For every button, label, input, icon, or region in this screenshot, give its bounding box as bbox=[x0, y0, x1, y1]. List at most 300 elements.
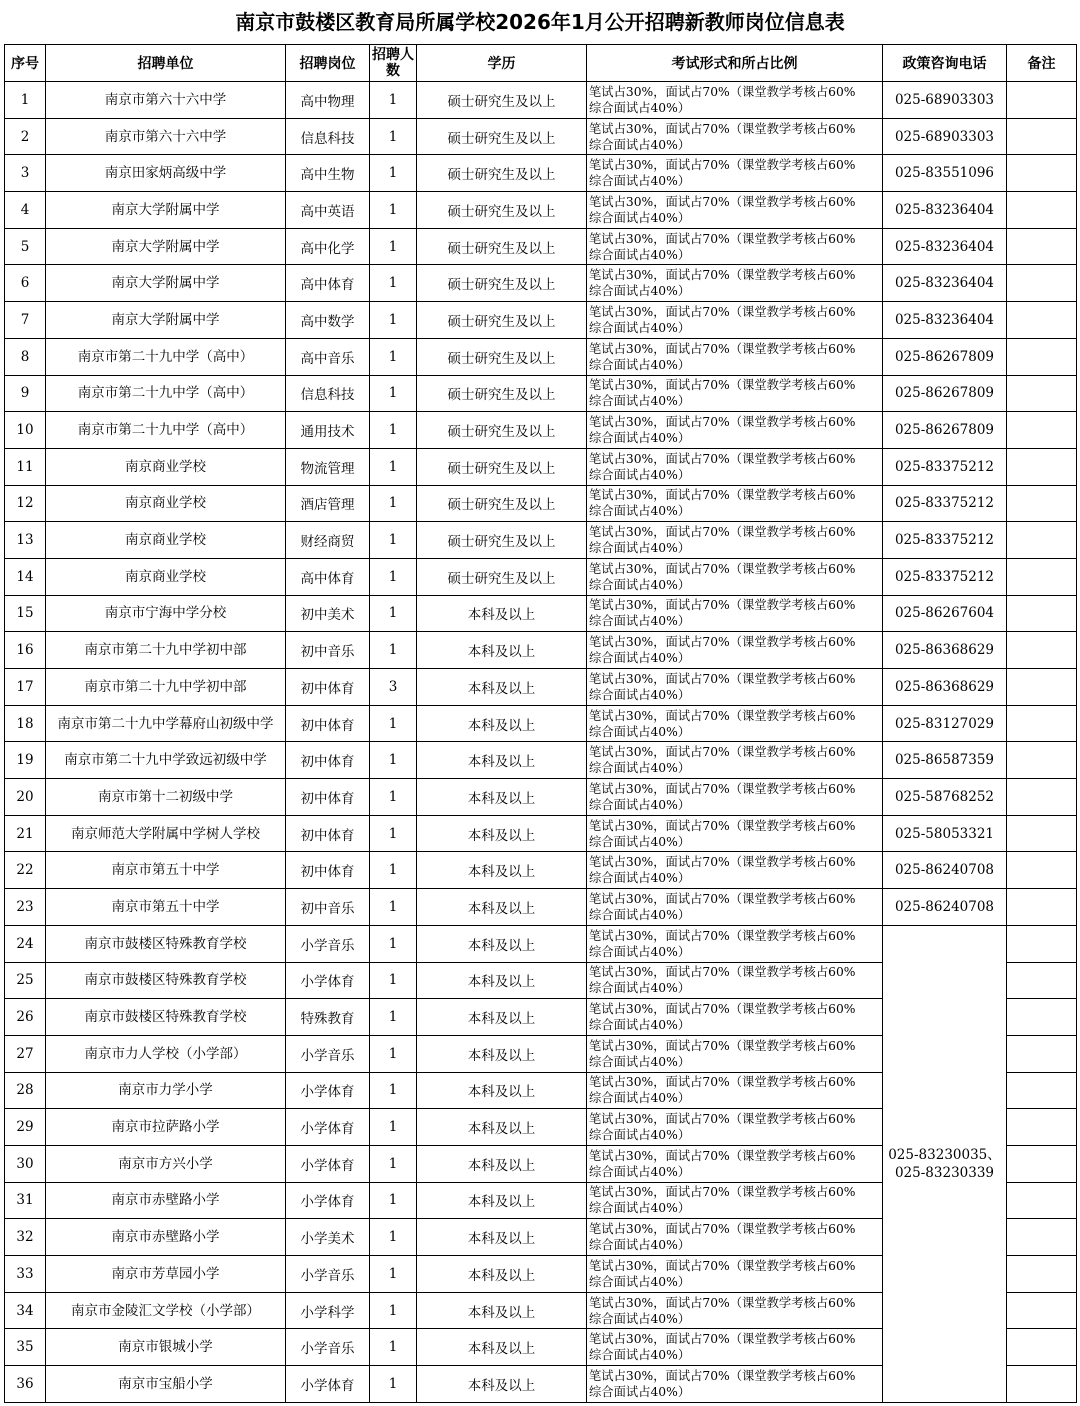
exam-line-2: 综合面试占40%） bbox=[589, 174, 691, 189]
cell-phone: 025-83375212 bbox=[883, 522, 1007, 559]
cell-count: 1 bbox=[370, 82, 417, 119]
cell-edu: 本科及以上 bbox=[417, 1329, 587, 1366]
cell-seq: 32 bbox=[5, 1219, 46, 1256]
cell-post: 高中英语 bbox=[286, 192, 370, 229]
cell-edu: 硕士研究生及以上 bbox=[417, 485, 587, 522]
exam-line-2: 综合面试占40%） bbox=[589, 284, 691, 299]
exam-line-1: 笔试占30%，面试占70%（课堂教学考核占60% bbox=[589, 561, 856, 576]
cell-note bbox=[1007, 852, 1077, 889]
cell-edu: 本科及以上 bbox=[417, 1219, 587, 1256]
exam-line-2: 综合面试占40%） bbox=[589, 1311, 691, 1326]
cell-note bbox=[1007, 338, 1077, 375]
cell-post: 信息科技 bbox=[286, 118, 370, 155]
cell-count: 1 bbox=[370, 742, 417, 779]
cell-count: 1 bbox=[370, 1072, 417, 1109]
exam-line-2: 综合面试占40%） bbox=[589, 871, 691, 886]
exam-line-1: 笔试占30%，面试占70%（课堂教学考核占60% bbox=[589, 855, 856, 870]
cell-post: 初中音乐 bbox=[286, 632, 370, 669]
cell-note bbox=[1007, 632, 1077, 669]
cell-exam bbox=[587, 925, 883, 962]
cell-edu: 本科及以上 bbox=[417, 705, 587, 742]
exam-line-2: 综合面试占40%） bbox=[589, 1384, 691, 1399]
cell-seq: 22 bbox=[5, 852, 46, 889]
cell-post: 小学体育 bbox=[286, 1366, 370, 1403]
cell-edu: 硕士研究生及以上 bbox=[417, 448, 587, 485]
exam-line-1: 笔试占30%，面试占70%（课堂教学考核占60% bbox=[589, 965, 856, 980]
cell-phone: 025-86267604 bbox=[883, 595, 1007, 632]
cell-unit: 南京市金陵汇文学校（小学部） bbox=[46, 1292, 286, 1329]
cell-edu: 硕士研究生及以上 bbox=[417, 558, 587, 595]
cell-count: 1 bbox=[370, 192, 417, 229]
cell-edu: 硕士研究生及以上 bbox=[417, 82, 587, 119]
cell-edu: 本科及以上 bbox=[417, 815, 587, 852]
cell-post: 初中美术 bbox=[286, 595, 370, 632]
cell-exam bbox=[587, 889, 883, 926]
cell-note bbox=[1007, 595, 1077, 632]
table-row bbox=[5, 155, 1077, 192]
cell-edu: 硕士研究生及以上 bbox=[417, 338, 587, 375]
cell-post: 高中体育 bbox=[286, 558, 370, 595]
table-row bbox=[5, 448, 1077, 485]
cell-exam bbox=[587, 742, 883, 779]
table-row bbox=[5, 82, 1077, 119]
cell-seq: 35 bbox=[5, 1329, 46, 1366]
cell-exam bbox=[587, 962, 883, 999]
exam-line-2: 综合面试占40%） bbox=[589, 431, 691, 446]
cell-count: 1 bbox=[370, 155, 417, 192]
cell-note bbox=[1007, 192, 1077, 229]
cell-post: 初中体育 bbox=[286, 815, 370, 852]
cell-seq: 16 bbox=[5, 632, 46, 669]
exam-line-2: 综合面试占40%） bbox=[589, 1201, 691, 1216]
cell-unit: 南京商业学校 bbox=[46, 558, 286, 595]
exam-line-1: 笔试占30%，面试占70%（课堂教学考核占60% bbox=[589, 891, 856, 906]
cell-exam bbox=[587, 485, 883, 522]
exam-line-2: 综合面试占40%） bbox=[589, 394, 691, 409]
cell-post: 小学体育 bbox=[286, 1182, 370, 1219]
cell-unit: 南京市赤壁路小学 bbox=[46, 1219, 286, 1256]
exam-line-1: 笔试占30%，面试占70%（课堂教学考核占60% bbox=[589, 158, 856, 173]
page-title: 南京市鼓楼区教育局所属学校2026年1月公开招聘新教师岗位信息表 bbox=[235, 10, 845, 34]
table-row bbox=[5, 228, 1077, 265]
cell-exam bbox=[587, 1035, 883, 1072]
cell-unit: 南京市第五十中学 bbox=[46, 889, 286, 926]
cell-note bbox=[1007, 925, 1077, 962]
cell-exam bbox=[587, 1219, 883, 1256]
cell-note bbox=[1007, 1329, 1077, 1366]
cell-edu: 硕士研究生及以上 bbox=[417, 412, 587, 449]
cell-exam bbox=[587, 1182, 883, 1219]
cell-seq: 9 bbox=[5, 375, 46, 412]
cell-exam bbox=[587, 265, 883, 302]
table-row bbox=[5, 192, 1077, 229]
cell-seq: 7 bbox=[5, 302, 46, 339]
table-row bbox=[5, 742, 1077, 779]
cell-post: 酒店管理 bbox=[286, 485, 370, 522]
cell-exam bbox=[587, 1256, 883, 1293]
header-count: 招聘人数 bbox=[370, 45, 417, 82]
cell-note bbox=[1007, 1256, 1077, 1293]
cell-seq: 12 bbox=[5, 485, 46, 522]
header-phone: 政策咨询电话 bbox=[883, 45, 1007, 82]
cell-unit: 南京市力学小学 bbox=[46, 1072, 286, 1109]
cell-unit: 南京市第二十九中学（高中） bbox=[46, 375, 286, 412]
cell-count: 1 bbox=[370, 1329, 417, 1366]
exam-line-2: 综合面试占40%） bbox=[589, 687, 691, 702]
cell-edu: 本科及以上 bbox=[417, 779, 587, 816]
cell-phone: 025-83375212 bbox=[883, 485, 1007, 522]
cell-unit: 南京市力人学校（小学部） bbox=[46, 1035, 286, 1072]
recruitment-table bbox=[4, 44, 1077, 1403]
cell-unit: 南京市第十二初级中学 bbox=[46, 779, 286, 816]
cell-unit: 南京市方兴小学 bbox=[46, 1145, 286, 1182]
exam-line-2: 综合面试占40%） bbox=[589, 1164, 691, 1179]
cell-exam bbox=[587, 1292, 883, 1329]
exam-line-2: 综合面试占40%） bbox=[589, 247, 691, 262]
exam-line-2: 综合面试占40%） bbox=[589, 320, 691, 335]
cell-seq: 3 bbox=[5, 155, 46, 192]
cell-edu: 硕士研究生及以上 bbox=[417, 118, 587, 155]
cell-post: 小学音乐 bbox=[286, 925, 370, 962]
cell-unit: 南京市第二十九中学幕府山初级中学 bbox=[46, 705, 286, 742]
cell-count: 1 bbox=[370, 705, 417, 742]
cell-phone: 025-68903303 bbox=[883, 118, 1007, 155]
cell-edu: 本科及以上 bbox=[417, 1292, 587, 1329]
exam-line-1: 笔试占30%，面试占70%（课堂教学考核占60% bbox=[589, 194, 856, 209]
cell-seq: 15 bbox=[5, 595, 46, 632]
exam-line-2: 综合面试占40%） bbox=[589, 834, 691, 849]
cell-count: 1 bbox=[370, 228, 417, 265]
exam-line-1: 笔试占30%，面试占70%（课堂教学考核占60% bbox=[589, 1002, 856, 1017]
cell-edu: 本科及以上 bbox=[417, 595, 587, 632]
cell-unit: 南京市芳草园小学 bbox=[46, 1256, 286, 1293]
cell-seq: 10 bbox=[5, 412, 46, 449]
cell-count: 1 bbox=[370, 962, 417, 999]
cell-phone: 025-68903303 bbox=[883, 82, 1007, 119]
cell-seq: 36 bbox=[5, 1366, 46, 1403]
cell-post: 初中体育 bbox=[286, 779, 370, 816]
cell-count: 1 bbox=[370, 558, 417, 595]
cell-seq: 4 bbox=[5, 192, 46, 229]
cell-unit: 南京市银城小学 bbox=[46, 1329, 286, 1366]
cell-post: 财经商贸 bbox=[286, 522, 370, 559]
cell-exam bbox=[587, 118, 883, 155]
cell-count: 1 bbox=[370, 889, 417, 926]
cell-exam bbox=[587, 815, 883, 852]
exam-line-2: 综合面试占40%） bbox=[589, 137, 691, 152]
cell-exam bbox=[587, 82, 883, 119]
cell-note bbox=[1007, 265, 1077, 302]
cell-note bbox=[1007, 118, 1077, 155]
cell-post: 初中体育 bbox=[286, 852, 370, 889]
exam-line-1: 笔试占30%，面试占70%（课堂教学考核占60% bbox=[589, 1112, 856, 1127]
cell-unit: 南京市宁海中学分校 bbox=[46, 595, 286, 632]
cell-count: 1 bbox=[370, 302, 417, 339]
cell-seq: 6 bbox=[5, 265, 46, 302]
exam-line-1: 笔试占30%，面试占70%（课堂教学考核占60% bbox=[589, 1075, 856, 1090]
table-row bbox=[5, 779, 1077, 816]
cell-exam bbox=[587, 302, 883, 339]
cell-unit: 南京市第二十九中学初中部 bbox=[46, 669, 286, 706]
exam-line-2: 综合面试占40%） bbox=[589, 907, 691, 922]
cell-phone: 025-86240708 bbox=[883, 852, 1007, 889]
table-row bbox=[5, 925, 1077, 962]
cell-unit: 南京市拉萨路小学 bbox=[46, 1109, 286, 1146]
cell-post: 高中生物 bbox=[286, 155, 370, 192]
cell-edu: 本科及以上 bbox=[417, 669, 587, 706]
header-seq: 序号 bbox=[5, 45, 46, 82]
cell-note bbox=[1007, 1109, 1077, 1146]
cell-phone: 025-86587359 bbox=[883, 742, 1007, 779]
cell-count: 1 bbox=[370, 1145, 417, 1182]
exam-line-1: 笔试占30%，面试占70%（课堂教学考核占60% bbox=[589, 84, 856, 99]
exam-line-2: 综合面试占40%） bbox=[589, 1238, 691, 1253]
cell-edu: 本科及以上 bbox=[417, 1366, 587, 1403]
cell-post: 小学体育 bbox=[286, 1145, 370, 1182]
exam-line-1: 笔试占30%，面试占70%（课堂教学考核占60% bbox=[589, 1148, 856, 1163]
exam-line-1: 笔试占30%，面试占70%（课堂教学考核占60% bbox=[589, 781, 856, 796]
cell-note bbox=[1007, 82, 1077, 119]
exam-line-2: 综合面试占40%） bbox=[589, 944, 691, 959]
exam-line-1: 笔试占30%，面试占70%（课堂教学考核占60% bbox=[589, 708, 856, 723]
cell-phone: 025-86368629 bbox=[883, 632, 1007, 669]
cell-unit: 南京市赤壁路小学 bbox=[46, 1182, 286, 1219]
cell-seq: 17 bbox=[5, 669, 46, 706]
cell-post: 初中体育 bbox=[286, 705, 370, 742]
table-row bbox=[5, 632, 1077, 669]
cell-unit: 南京大学附属中学 bbox=[46, 265, 286, 302]
cell-post: 小学音乐 bbox=[286, 1256, 370, 1293]
exam-line-2: 综合面试占40%） bbox=[589, 100, 691, 115]
cell-edu: 本科及以上 bbox=[417, 1109, 587, 1146]
header-note: 备注 bbox=[1007, 45, 1077, 82]
exam-line-1: 笔试占30%，面试占70%（课堂教学考核占60% bbox=[589, 928, 856, 943]
cell-count: 1 bbox=[370, 522, 417, 559]
cell-seq: 24 bbox=[5, 925, 46, 962]
cell-exam bbox=[587, 1145, 883, 1182]
cell-phone: 025-83127029 bbox=[883, 705, 1007, 742]
cell-phone: 025-86240708 bbox=[883, 889, 1007, 926]
cell-count: 1 bbox=[370, 1219, 417, 1256]
table-row bbox=[5, 118, 1077, 155]
cell-note bbox=[1007, 962, 1077, 999]
cell-seq: 33 bbox=[5, 1256, 46, 1293]
cell-note bbox=[1007, 669, 1077, 706]
cell-count: 1 bbox=[370, 375, 417, 412]
exam-line-1: 笔试占30%，面试占70%（课堂教学考核占60% bbox=[589, 818, 856, 833]
cell-note bbox=[1007, 375, 1077, 412]
cell-exam bbox=[587, 522, 883, 559]
exam-line-1: 笔试占30%，面试占70%（课堂教学考核占60% bbox=[589, 1185, 856, 1200]
exam-line-1: 笔试占30%，面试占70%（课堂教学考核占60% bbox=[589, 1368, 856, 1383]
table-row bbox=[5, 558, 1077, 595]
table-row bbox=[5, 852, 1077, 889]
cell-count: 1 bbox=[370, 779, 417, 816]
table-row bbox=[5, 338, 1077, 375]
cell-post: 初中音乐 bbox=[286, 889, 370, 926]
cell-post: 特殊教育 bbox=[286, 999, 370, 1036]
cell-phone: 025-83375212 bbox=[883, 448, 1007, 485]
exam-line-1: 笔试占30%，面试占70%（课堂教学考核占60% bbox=[589, 598, 856, 613]
cell-exam bbox=[587, 228, 883, 265]
cell-count: 1 bbox=[370, 632, 417, 669]
header-post: 招聘岗位 bbox=[286, 45, 370, 82]
cell-seq: 29 bbox=[5, 1109, 46, 1146]
cell-count: 1 bbox=[370, 925, 417, 962]
cell-unit: 南京商业学校 bbox=[46, 485, 286, 522]
exam-line-1: 笔试占30%，面试占70%（课堂教学考核占60% bbox=[589, 121, 856, 136]
exam-line-2: 综合面试占40%） bbox=[589, 981, 691, 996]
cell-unit: 南京市第二十九中学初中部 bbox=[46, 632, 286, 669]
cell-seq: 27 bbox=[5, 1035, 46, 1072]
cell-seq: 11 bbox=[5, 448, 46, 485]
exam-line-2: 综合面试占40%） bbox=[589, 541, 691, 556]
cell-count: 1 bbox=[370, 1256, 417, 1293]
cell-edu: 硕士研究生及以上 bbox=[417, 155, 587, 192]
exam-line-1: 笔试占30%，面试占70%（课堂教学考核占60% bbox=[589, 1258, 856, 1273]
table-row bbox=[5, 595, 1077, 632]
cell-edu: 硕士研究生及以上 bbox=[417, 228, 587, 265]
table-row bbox=[5, 889, 1077, 926]
cell-edu: 本科及以上 bbox=[417, 999, 587, 1036]
table-row bbox=[5, 375, 1077, 412]
cell-unit: 南京市第五十中学 bbox=[46, 852, 286, 889]
exam-line-2: 综合面试占40%） bbox=[589, 1091, 691, 1106]
exam-line-1: 笔试占30%，面试占70%（课堂教学考核占60% bbox=[589, 378, 856, 393]
cell-note bbox=[1007, 302, 1077, 339]
cell-edu: 本科及以上 bbox=[417, 1072, 587, 1109]
cell-phone: 025-58768252 bbox=[883, 779, 1007, 816]
cell-post: 高中化学 bbox=[286, 228, 370, 265]
table-row bbox=[5, 522, 1077, 559]
cell-post: 小学美术 bbox=[286, 1219, 370, 1256]
exam-line-1: 笔试占30%，面试占70%（课堂教学考核占60% bbox=[589, 1332, 856, 1347]
cell-exam bbox=[587, 558, 883, 595]
cell-exam bbox=[587, 595, 883, 632]
cell-edu: 本科及以上 bbox=[417, 1182, 587, 1219]
cell-count: 1 bbox=[370, 852, 417, 889]
cell-exam bbox=[587, 448, 883, 485]
cell-count: 1 bbox=[370, 412, 417, 449]
cell-unit: 南京市宝船小学 bbox=[46, 1366, 286, 1403]
cell-exam bbox=[587, 338, 883, 375]
cell-phone: 025-86267809 bbox=[883, 412, 1007, 449]
cell-exam bbox=[587, 1109, 883, 1146]
cell-edu: 硕士研究生及以上 bbox=[417, 192, 587, 229]
exam-line-2: 综合面试占40%） bbox=[589, 651, 691, 666]
exam-line-1: 笔试占30%，面试占70%（课堂教学考核占60% bbox=[589, 635, 856, 650]
table-row bbox=[5, 485, 1077, 522]
cell-unit: 南京师范大学附属中学树人学校 bbox=[46, 815, 286, 852]
cell-phone: 025-83236404 bbox=[883, 302, 1007, 339]
cell-edu: 硕士研究生及以上 bbox=[417, 265, 587, 302]
header-row bbox=[5, 45, 1077, 82]
exam-line-1: 笔试占30%，面试占70%（课堂教学考核占60% bbox=[589, 488, 856, 503]
cell-post: 初中体育 bbox=[286, 669, 370, 706]
table-body bbox=[5, 82, 1077, 1403]
cell-edu: 硕士研究生及以上 bbox=[417, 302, 587, 339]
exam-line-1: 笔试占30%，面试占70%（课堂教学考核占60% bbox=[589, 231, 856, 246]
cell-seq: 30 bbox=[5, 1145, 46, 1182]
cell-post: 高中体育 bbox=[286, 265, 370, 302]
cell-note bbox=[1007, 155, 1077, 192]
cell-exam bbox=[587, 852, 883, 889]
exam-line-1: 笔试占30%，面试占70%（课堂教学考核占60% bbox=[589, 671, 856, 686]
header-unit: 招聘单位 bbox=[46, 45, 286, 82]
exam-line-2: 综合面试占40%） bbox=[589, 761, 691, 776]
cell-count: 1 bbox=[370, 485, 417, 522]
cell-seq: 13 bbox=[5, 522, 46, 559]
cell-exam bbox=[587, 412, 883, 449]
exam-line-2: 综合面试占40%） bbox=[589, 1274, 691, 1289]
cell-unit: 南京市鼓楼区特殊教育学校 bbox=[46, 999, 286, 1036]
cell-unit: 南京市第六十六中学 bbox=[46, 118, 286, 155]
exam-line-1: 笔试占30%，面试占70%（课堂教学考核占60% bbox=[589, 745, 856, 760]
exam-line-1: 笔试占30%，面试占70%（课堂教学考核占60% bbox=[589, 268, 856, 283]
cell-post: 通用技术 bbox=[286, 412, 370, 449]
exam-line-1: 笔试占30%，面试占70%（课堂教学考核占60% bbox=[589, 525, 856, 540]
cell-edu: 本科及以上 bbox=[417, 1256, 587, 1293]
cell-seq: 21 bbox=[5, 815, 46, 852]
cell-unit: 南京市第二十九中学致远初级中学 bbox=[46, 742, 286, 779]
cell-unit: 南京市第二十九中学（高中） bbox=[46, 338, 286, 375]
cell-phone: 025-86368629 bbox=[883, 669, 1007, 706]
cell-count: 1 bbox=[370, 1035, 417, 1072]
cell-exam bbox=[587, 632, 883, 669]
exam-line-2: 综合面试占40%） bbox=[589, 1128, 691, 1143]
exam-line-2: 综合面试占40%） bbox=[589, 724, 691, 739]
cell-phone: 025-86267809 bbox=[883, 375, 1007, 412]
cell-exam bbox=[587, 669, 883, 706]
cell-count: 1 bbox=[370, 338, 417, 375]
cell-unit: 南京田家炳高级中学 bbox=[46, 155, 286, 192]
cell-count: 1 bbox=[370, 265, 417, 302]
cell-exam bbox=[587, 779, 883, 816]
cell-count: 1 bbox=[370, 595, 417, 632]
cell-post: 信息科技 bbox=[286, 375, 370, 412]
cell-exam bbox=[587, 1072, 883, 1109]
cell-post: 小学音乐 bbox=[286, 1035, 370, 1072]
cell-post: 高中物理 bbox=[286, 82, 370, 119]
cell-note bbox=[1007, 815, 1077, 852]
cell-edu: 硕士研究生及以上 bbox=[417, 375, 587, 412]
cell-seq: 8 bbox=[5, 338, 46, 375]
exam-line-2: 综合面试占40%） bbox=[589, 357, 691, 372]
cell-phone-merged: 025-83230035、025-83230339 bbox=[883, 925, 1007, 1402]
cell-seq: 26 bbox=[5, 999, 46, 1036]
cell-phone: 025-83375212 bbox=[883, 558, 1007, 595]
cell-edu: 本科及以上 bbox=[417, 889, 587, 926]
exam-line-2: 综合面试占40%） bbox=[589, 614, 691, 629]
cell-exam bbox=[587, 705, 883, 742]
cell-phone: 025-86267809 bbox=[883, 338, 1007, 375]
cell-note bbox=[1007, 742, 1077, 779]
cell-phone: 025-58053321 bbox=[883, 815, 1007, 852]
cell-seq: 5 bbox=[5, 228, 46, 265]
cell-exam bbox=[587, 1329, 883, 1366]
cell-seq: 31 bbox=[5, 1182, 46, 1219]
cell-post: 小学体育 bbox=[286, 962, 370, 999]
cell-edu: 本科及以上 bbox=[417, 1035, 587, 1072]
cell-count: 1 bbox=[370, 815, 417, 852]
cell-post: 小学体育 bbox=[286, 1072, 370, 1109]
cell-post: 小学科学 bbox=[286, 1292, 370, 1329]
cell-unit: 南京市鼓楼区特殊教育学校 bbox=[46, 925, 286, 962]
cell-count: 1 bbox=[370, 118, 417, 155]
cell-note bbox=[1007, 485, 1077, 522]
cell-exam bbox=[587, 999, 883, 1036]
exam-line-1: 笔试占30%，面试占70%（课堂教学考核占60% bbox=[589, 1222, 856, 1237]
